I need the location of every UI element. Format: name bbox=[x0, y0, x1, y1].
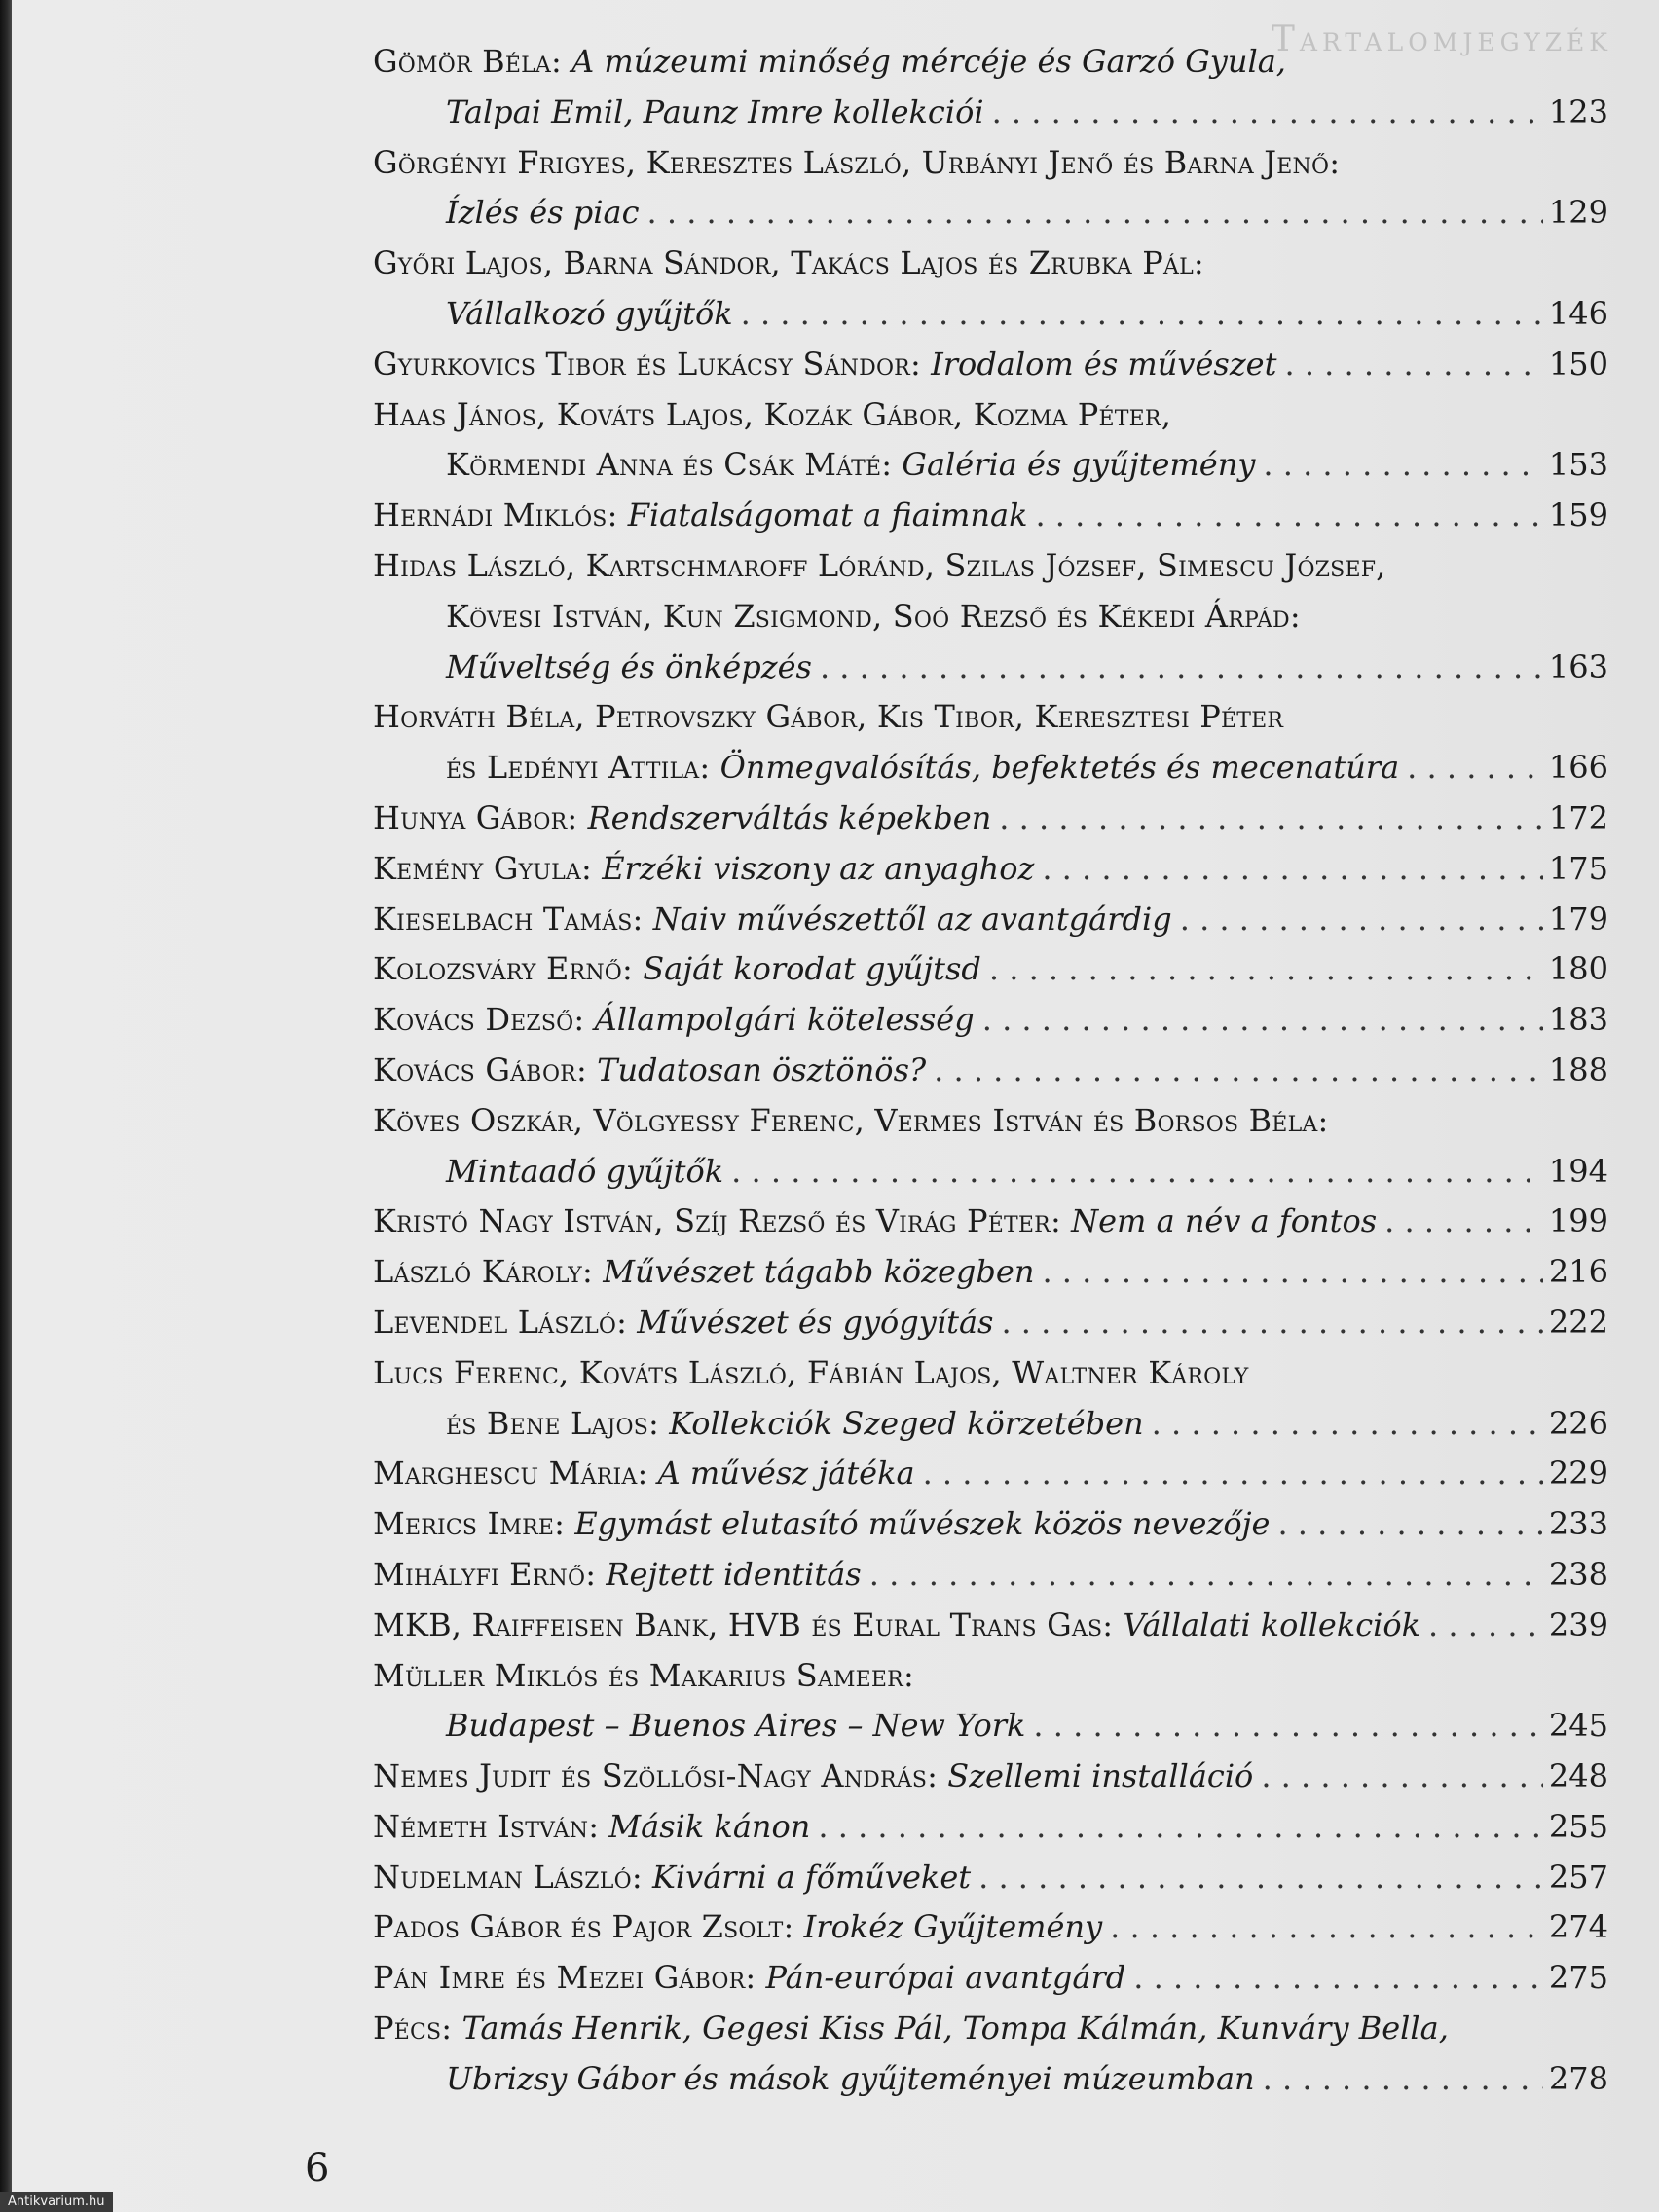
toc-line-text bbox=[373, 844, 1034, 895]
toc-line-text bbox=[373, 2004, 1449, 2054]
toc-title: Ubrizsy Gábor és mások gyűjteményei múzeumban bbox=[446, 2059, 1255, 2097]
toc-entry bbox=[373, 541, 1608, 692]
toc-title: A művész játéka bbox=[657, 1455, 915, 1493]
toc-entry-line bbox=[373, 88, 1608, 138]
toc-line-text bbox=[373, 138, 1340, 189]
toc-page-number: 233 bbox=[1548, 1505, 1608, 1543]
toc-entry-line bbox=[373, 390, 1608, 441]
dot-leader bbox=[820, 643, 1543, 693]
dot-leader bbox=[1284, 340, 1542, 390]
toc-line-text bbox=[373, 1953, 1125, 2004]
toc-authors: Körmendi Anna és Csák Máté: bbox=[446, 446, 893, 484]
toc-entry-line bbox=[373, 1096, 1608, 1147]
toc-authors: Kovács Gábor: bbox=[373, 1051, 587, 1088]
toc-page-number: 274 bbox=[1548, 1908, 1608, 1946]
toc-authors: Nudelman László: bbox=[373, 1858, 643, 1896]
toc-entry-line bbox=[373, 844, 1608, 895]
toc-title: Kivárni a főműveket bbox=[651, 1858, 972, 1896]
toc-line-text bbox=[446, 1701, 1025, 1751]
toc-line-text bbox=[446, 188, 640, 239]
toc-title: Kollekciók Szeged körzetében bbox=[669, 1404, 1144, 1442]
dot-leader bbox=[978, 1853, 1543, 1903]
toc-entry bbox=[373, 239, 1608, 340]
toc-title: Másik kánon bbox=[608, 1807, 811, 1845]
toc-entry-line bbox=[373, 643, 1608, 693]
toc-entry bbox=[373, 1751, 1608, 1802]
toc-title: Saját korodat gyűjtsd bbox=[643, 950, 981, 988]
toc-entry-line bbox=[373, 1902, 1608, 1953]
toc-title: Naiv művészettől az avantgárdig bbox=[652, 900, 1172, 938]
toc-title: Nem a név a fontos bbox=[1071, 1202, 1378, 1240]
toc-entry-line bbox=[373, 1853, 1608, 1903]
toc-line-text bbox=[373, 995, 975, 1046]
toc-authors: Gömör Béla: bbox=[373, 43, 562, 80]
running-header-show-through: Tartalomjegyzék bbox=[1271, 19, 1612, 59]
toc-entry-line bbox=[373, 1147, 1608, 1198]
toc-entry-line bbox=[373, 289, 1608, 340]
dot-leader bbox=[741, 289, 1543, 340]
toc-line-text bbox=[373, 390, 1171, 441]
toc-entry-line bbox=[373, 1247, 1608, 1298]
dot-leader bbox=[1033, 1701, 1543, 1751]
toc-line-text bbox=[373, 1853, 971, 1903]
toc-entry bbox=[373, 390, 1608, 492]
toc-authors: Haas János, Kováts Lajos, Kozák Gábor, Kozma Péter, bbox=[373, 395, 1172, 433]
dot-leader bbox=[1263, 2054, 1543, 2105]
toc-authors: Hernádi Miklós: bbox=[373, 497, 618, 535]
dot-leader bbox=[989, 944, 1543, 995]
toc-entry bbox=[373, 491, 1608, 541]
toc-entry-line bbox=[373, 793, 1608, 844]
toc-page-number: 180 bbox=[1548, 950, 1608, 988]
toc-entry-line bbox=[373, 1449, 1608, 1499]
toc-entry bbox=[373, 340, 1608, 390]
watermark: Antikvarium.hu bbox=[0, 2192, 113, 2212]
toc-page-number: 188 bbox=[1548, 1051, 1608, 1088]
toc-line-text bbox=[446, 592, 1301, 643]
toc-entry bbox=[373, 1096, 1608, 1198]
dot-leader bbox=[999, 793, 1543, 844]
toc-page-number: 245 bbox=[1548, 1707, 1608, 1745]
page-folio: 6 bbox=[305, 2146, 330, 2191]
toc-line-text bbox=[373, 239, 1204, 289]
toc-entry-line bbox=[373, 1550, 1608, 1601]
toc-authors: Nemes Judit és Szöllősi-Nagy András: bbox=[373, 1757, 939, 1795]
toc-entry-line bbox=[373, 541, 1608, 592]
toc-line-text bbox=[373, 1601, 1420, 1651]
toc-page-number: 239 bbox=[1548, 1605, 1608, 1643]
toc-page-number: 146 bbox=[1548, 294, 1608, 332]
toc-authors: Pécs: bbox=[373, 2009, 453, 2047]
toc-entry bbox=[373, 995, 1608, 1046]
dot-leader bbox=[923, 1449, 1543, 1499]
toc-authors: László Károly: bbox=[373, 1253, 594, 1291]
toc-line-text bbox=[373, 1247, 1034, 1298]
toc-entry bbox=[373, 1601, 1608, 1651]
toc-page-number: 229 bbox=[1548, 1455, 1608, 1493]
toc-authors: Merics Imre: bbox=[373, 1505, 566, 1543]
toc-entry bbox=[373, 844, 1608, 895]
toc-page-number: 216 bbox=[1548, 1253, 1608, 1291]
toc-line-text bbox=[373, 692, 1283, 743]
toc-page-number: 175 bbox=[1548, 849, 1608, 887]
toc-entry-line bbox=[373, 37, 1608, 88]
toc-page-number: 257 bbox=[1548, 1858, 1608, 1896]
toc-authors: Horváth Béla, Petrovszky Gábor, Kis Tibor, Keresztesi Péter bbox=[373, 698, 1284, 736]
toc-authors: Levendel László: bbox=[373, 1303, 628, 1341]
toc-entry-line bbox=[373, 188, 1608, 239]
toc-entry-line bbox=[373, 1751, 1608, 1802]
toc-title: Fiatalságomat a fiaimnak bbox=[627, 497, 1028, 535]
toc-page-number: 153 bbox=[1548, 446, 1608, 484]
toc-line-text bbox=[446, 1399, 1144, 1450]
toc-title: Művészet tágabb közegben bbox=[603, 1253, 1035, 1291]
toc-line-text bbox=[373, 1197, 1377, 1247]
toc-entry-line bbox=[373, 1651, 1608, 1702]
toc-title: A múzeumi minőség mércéje és Garzó Gyula, bbox=[571, 43, 1286, 80]
dot-leader bbox=[1035, 491, 1542, 541]
toc-page-number: 172 bbox=[1548, 798, 1608, 836]
toc-entry-line bbox=[373, 1499, 1608, 1550]
dot-leader bbox=[982, 995, 1543, 1046]
toc-authors: Kieselbach Tamás: bbox=[373, 900, 644, 938]
toc-authors: Kristó Nagy István, Szíj Rezső és Virág Péter: bbox=[373, 1202, 1061, 1240]
toc-page-number: 222 bbox=[1548, 1303, 1608, 1341]
toc-line-text bbox=[373, 1499, 1270, 1550]
toc-line-text bbox=[373, 1348, 1249, 1399]
toc-line-text bbox=[373, 340, 1276, 390]
toc-entry bbox=[373, 1197, 1608, 1247]
toc-line-text bbox=[373, 1298, 993, 1348]
toc-title: Műveltség és önképzés bbox=[446, 647, 812, 685]
toc-title: Rendszerváltás képekben bbox=[587, 798, 992, 836]
toc-authors: Hunya Gábor: bbox=[373, 798, 578, 836]
toc-authors: MKB, Raiffeisen Bank, HVB és Eural Trans Gas: bbox=[373, 1605, 1114, 1643]
toc-page-number: 123 bbox=[1548, 92, 1608, 130]
toc-page-number: 166 bbox=[1548, 749, 1608, 787]
toc-page-number: 159 bbox=[1548, 497, 1608, 535]
toc-entry bbox=[373, 1298, 1608, 1348]
toc-title: Önmegvalósítás, befektetés és mecenatúra bbox=[719, 749, 1400, 787]
toc-page-number: 183 bbox=[1548, 1001, 1608, 1039]
toc-entry bbox=[373, 2004, 1608, 2105]
toc-line-text bbox=[373, 37, 1286, 88]
toc-line-text bbox=[446, 2054, 1255, 2105]
toc-line-text bbox=[373, 944, 981, 995]
toc-authors: Görgényi Frigyes, Keresztes László, Urbányi Jenő és Barna Jenő: bbox=[373, 143, 1341, 181]
toc-title: Művészet és gyógyítás bbox=[637, 1303, 994, 1341]
dot-leader bbox=[1042, 1247, 1542, 1298]
dot-leader bbox=[1384, 1197, 1543, 1247]
toc-entry-line bbox=[373, 1046, 1608, 1096]
toc-entry-line bbox=[373, 592, 1608, 643]
toc-entry bbox=[373, 138, 1608, 240]
toc-authors: és Bene Lajos: bbox=[446, 1404, 660, 1442]
toc-page-number: 129 bbox=[1548, 194, 1608, 232]
toc-authors: Müller Miklós és Makarius Sameer: bbox=[373, 1656, 914, 1694]
toc-line-text bbox=[373, 1550, 862, 1601]
toc-entry bbox=[373, 895, 1608, 945]
toc-entry-line bbox=[373, 491, 1608, 541]
toc-title: Tudatosan ösztönös? bbox=[597, 1051, 927, 1088]
toc-entry bbox=[373, 692, 1608, 793]
dot-leader bbox=[1180, 895, 1543, 945]
toc-line-text bbox=[373, 1096, 1328, 1147]
toc-page-number: 199 bbox=[1548, 1202, 1608, 1240]
toc-page-number: 179 bbox=[1548, 900, 1608, 938]
toc-entry-line bbox=[373, 1197, 1608, 1247]
toc-entry bbox=[373, 1247, 1608, 1298]
toc-page-number: 194 bbox=[1548, 1152, 1608, 1190]
toc-entry-line bbox=[373, 1348, 1608, 1399]
toc-title: Ízlés és piac bbox=[446, 194, 640, 232]
toc-page-number: 255 bbox=[1548, 1807, 1608, 1845]
toc-title: Rejtett identitás bbox=[606, 1555, 862, 1593]
toc-authors: Gyurkovics Tibor és Lukácsy Sándor: bbox=[373, 345, 921, 383]
dot-leader bbox=[1042, 844, 1543, 895]
toc-entry-line bbox=[373, 1399, 1608, 1450]
toc-title: Mintaadó gyűjtők bbox=[446, 1152, 724, 1190]
dot-leader bbox=[992, 88, 1543, 138]
toc-entry-line bbox=[373, 138, 1608, 189]
toc-authors: Mihályfi Ernő: bbox=[373, 1555, 597, 1593]
dot-leader bbox=[869, 1550, 1543, 1601]
dot-leader bbox=[1261, 1751, 1543, 1802]
toc-title: Vállalati kollekciók bbox=[1123, 1605, 1421, 1643]
toc-line-text bbox=[373, 1449, 915, 1499]
toc-page-number: 226 bbox=[1548, 1404, 1608, 1442]
toc-title: Szellemi installáció bbox=[947, 1757, 1254, 1795]
toc-authors: Győri Lajos, Barna Sándor, Takács Lajos és Zrubka Pál: bbox=[373, 244, 1204, 282]
toc-line-text bbox=[373, 491, 1027, 541]
toc-authors: Pados Gábor és Pajor Zsolt: bbox=[373, 1908, 794, 1946]
toc-entry-line bbox=[373, 1953, 1608, 2004]
toc-page-number: 238 bbox=[1548, 1555, 1608, 1593]
toc-authors: Marghescu Mária: bbox=[373, 1455, 648, 1493]
dot-leader bbox=[1152, 1399, 1543, 1450]
dot-leader bbox=[1263, 440, 1543, 491]
toc-authors: Kovács Dezső: bbox=[373, 1001, 585, 1039]
toc-title: Tamás Henrik, Gegesi Kiss Pál, Tompa Kálmán, Kunváry Bella, bbox=[461, 2009, 1449, 2047]
dot-leader bbox=[818, 1802, 1543, 1853]
dot-leader bbox=[1110, 1902, 1543, 1953]
toc-authors: Hidas László, Kartschmaroff Lóránd, Szilas József, Simescu József, bbox=[373, 546, 1386, 584]
toc-entry-line bbox=[373, 1601, 1608, 1651]
toc-authors: Pán Imre és Mezei Gábor: bbox=[373, 1959, 756, 1997]
toc-entry-line bbox=[373, 239, 1608, 289]
toc-line-text bbox=[373, 1751, 1253, 1802]
toc-line-text bbox=[446, 88, 984, 138]
toc-entry bbox=[373, 1550, 1608, 1601]
toc-entry-line bbox=[373, 743, 1608, 793]
toc-page-number: 278 bbox=[1548, 2059, 1608, 2097]
toc-line-text bbox=[446, 643, 812, 693]
toc-title: Budapest – Buenos Aires – New York bbox=[446, 1707, 1026, 1745]
toc-title: Irodalom és művészet bbox=[931, 345, 1277, 383]
toc-entry-line bbox=[373, 692, 1608, 743]
toc-title: Talpai Emil, Paunz Imre kollekciói bbox=[446, 92, 984, 130]
toc-entry-line bbox=[373, 1298, 1608, 1348]
toc-title: Állampolgári kötelesség bbox=[594, 1001, 975, 1039]
toc-entry-line bbox=[373, 2004, 1608, 2054]
toc-entry bbox=[373, 1499, 1608, 1550]
dot-leader bbox=[1133, 1953, 1543, 2004]
toc-entry bbox=[373, 37, 1608, 138]
toc-entry-line bbox=[373, 895, 1608, 945]
toc-entry bbox=[373, 1348, 1608, 1450]
toc-title: Pán-európai avantgárd bbox=[765, 1959, 1126, 1997]
toc-entry bbox=[373, 1651, 1608, 1752]
toc-line-text bbox=[446, 289, 733, 340]
toc-title: Galéria és gyűjtemény bbox=[902, 446, 1256, 484]
toc-authors: és Ledényi Attila: bbox=[446, 749, 711, 787]
toc-line-text bbox=[446, 743, 1399, 793]
toc-entry bbox=[373, 944, 1608, 995]
book-spine-shadow bbox=[0, 0, 12, 2212]
toc-entry bbox=[373, 1902, 1608, 1953]
toc-line-text bbox=[373, 1902, 1102, 1953]
toc-entry bbox=[373, 1953, 1608, 2004]
toc-page-number: 275 bbox=[1548, 1959, 1608, 1997]
toc-line-text bbox=[373, 1651, 914, 1702]
toc-entry-line bbox=[373, 440, 1608, 491]
toc-entry bbox=[373, 1449, 1608, 1499]
toc-line-text bbox=[373, 1802, 810, 1853]
dot-leader bbox=[1277, 1499, 1542, 1550]
toc-title: Irokéz Gyűjtemény bbox=[803, 1908, 1103, 1946]
table-of-contents bbox=[373, 37, 1608, 2105]
toc-entry-line bbox=[373, 944, 1608, 995]
toc-title: Egymást elutasító művészek közös nevezője bbox=[574, 1505, 1271, 1543]
toc-authors: Köves Oszkár, Völgyessy Ferenc, Vermes István és Borsos Béla: bbox=[373, 1101, 1329, 1139]
toc-title: Érzéki viszony az anyaghoz bbox=[602, 849, 1035, 887]
toc-page-number: 163 bbox=[1548, 647, 1608, 685]
toc-line-text bbox=[373, 1046, 926, 1096]
toc-authors: Kemény Gyula: bbox=[373, 849, 593, 887]
toc-page-number: 248 bbox=[1548, 1757, 1608, 1795]
toc-line-text bbox=[373, 793, 991, 844]
toc-authors: Németh István: bbox=[373, 1807, 600, 1845]
toc-entry-line bbox=[373, 995, 1608, 1046]
toc-entry-line bbox=[373, 2054, 1608, 2105]
toc-authors: Lucs Ferenc, Kováts László, Fábián Lajos, Waltner Károly bbox=[373, 1353, 1249, 1391]
dot-leader bbox=[1407, 743, 1543, 793]
toc-entry-line bbox=[373, 340, 1608, 390]
toc-entry bbox=[373, 793, 1608, 844]
toc-title: Vállalkozó gyűjtők bbox=[446, 294, 733, 332]
toc-entry-line bbox=[373, 1802, 1608, 1853]
toc-line-text bbox=[446, 440, 1255, 491]
toc-entry bbox=[373, 1046, 1608, 1096]
toc-authors: Kolozsváry Ernő: bbox=[373, 950, 634, 988]
dot-leader bbox=[731, 1147, 1543, 1198]
toc-entry-line bbox=[373, 1701, 1608, 1751]
toc-entry bbox=[373, 1853, 1608, 1903]
toc-line-text bbox=[373, 895, 1172, 945]
toc-page-number: 150 bbox=[1548, 345, 1608, 383]
dot-leader bbox=[1001, 1298, 1542, 1348]
toc-line-text bbox=[446, 1147, 723, 1198]
dot-leader bbox=[647, 188, 1543, 239]
dot-leader bbox=[934, 1046, 1543, 1096]
toc-line-text bbox=[373, 541, 1386, 592]
dot-leader bbox=[1428, 1601, 1543, 1651]
toc-authors: Kövesi István, Kun Zsigmond, Soó Rezső és Kékedi Árpád: bbox=[446, 597, 1301, 635]
toc-entry bbox=[373, 1802, 1608, 1853]
